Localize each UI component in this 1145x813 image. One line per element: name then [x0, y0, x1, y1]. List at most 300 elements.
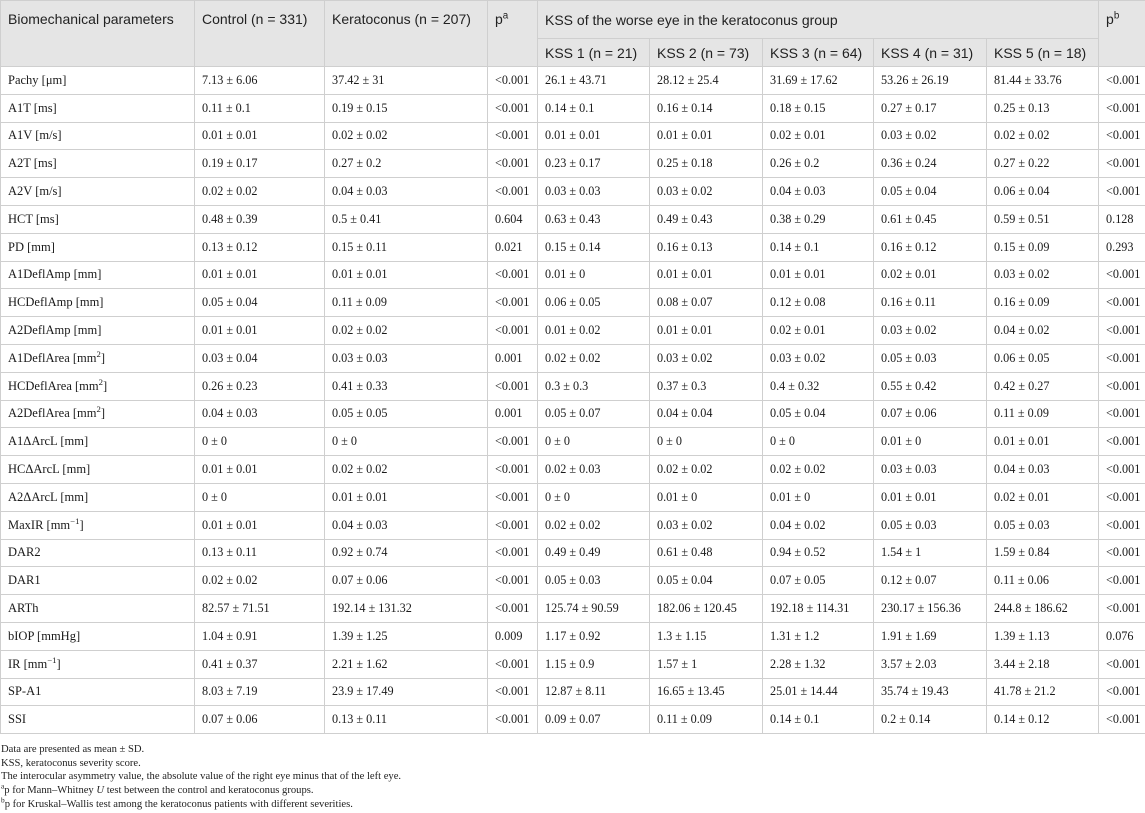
cell-k5: 0.27 ± 0.22	[987, 150, 1099, 178]
table-row	[1, 94, 1145, 122]
table-row	[1, 483, 1145, 511]
header-control	[195, 1, 325, 67]
cell-param: A1T [ms]	[1, 94, 195, 122]
cell-pb: 0.128	[1099, 205, 1145, 233]
cell-k1: 0.49 ± 0.49	[538, 539, 650, 567]
cell-kc: 0.03 ± 0.03	[325, 344, 488, 372]
cell-k3: 0.05 ± 0.04	[763, 400, 874, 428]
cell-param	[1, 400, 195, 428]
cell-k2: 0.03 ± 0.02	[650, 344, 763, 372]
param-sup: 2	[98, 376, 103, 387]
footnote-b	[1, 794, 1145, 812]
table-row	[1, 289, 1145, 317]
cell-pa: <0.001	[488, 539, 538, 567]
cell-kc: 0.13 ± 0.11	[325, 706, 488, 734]
cell-control: 0.03 ± 0.04	[195, 344, 325, 372]
cell-k1: 0.05 ± 0.03	[538, 567, 650, 595]
cell-k3: 0.07 ± 0.05	[763, 567, 874, 595]
cell-param: HCDeflAmp [mm]	[1, 289, 195, 317]
footnote-a	[1, 781, 1145, 798]
header-control-label: Control (n = 331)	[202, 11, 308, 27]
cell-k3: 0.02 ± 0.02	[763, 456, 874, 484]
cell-k4: 53.26 ± 26.19	[874, 67, 987, 95]
cell-k5: 0.02 ± 0.01	[987, 483, 1099, 511]
cell-pb: <0.001	[1099, 539, 1145, 567]
cell-pb: <0.001	[1099, 317, 1145, 345]
cell-pb: <0.001	[1099, 650, 1145, 678]
cell-k1: 0.05 ± 0.07	[538, 400, 650, 428]
cell-k1: 0 ± 0	[538, 483, 650, 511]
cell-k1: 0.02 ± 0.02	[538, 344, 650, 372]
cell-k2: 28.12 ± 25.4	[650, 67, 763, 95]
cell-k3: 0.14 ± 0.1	[763, 706, 874, 734]
cell-k5: 0.11 ± 0.06	[987, 567, 1099, 595]
cell-k4: 0.27 ± 0.17	[874, 94, 987, 122]
param-end: ]	[56, 656, 61, 671]
param-base: A1DeflArea [mm	[8, 350, 97, 365]
cell-k1: 0.02 ± 0.03	[538, 456, 650, 484]
cell-kc: 0.02 ± 0.02	[325, 317, 488, 345]
cell-k5: 0.15 ± 0.09	[987, 233, 1099, 261]
param-base: A2DeflArea [mm	[8, 406, 97, 421]
cell-param	[1, 650, 195, 678]
cell-control: 0.01 ± 0.01	[195, 317, 325, 345]
param-base: HCDeflArea [mm	[8, 378, 99, 393]
cell-pb: <0.001	[1099, 150, 1145, 178]
cell-k2: 0.02 ± 0.02	[650, 456, 763, 484]
cell-kc: 192.14 ± 131.32	[325, 595, 488, 623]
cell-k3: 0.02 ± 0.01	[763, 317, 874, 345]
footnote-line-2: KSS, keratoconus severity score.	[1, 757, 141, 769]
cell-pa: <0.001	[488, 289, 538, 317]
cell-k1: 0.02 ± 0.02	[538, 511, 650, 539]
param-end: ]	[102, 378, 108, 393]
header-kss-group-label: KSS of the worse eye in the keratoconus group	[545, 11, 838, 28]
cell-k2: 1.3 ± 1.15	[650, 622, 763, 650]
table-row	[1, 678, 1145, 706]
cell-k1: 0.09 ± 0.07	[538, 706, 650, 734]
cell-k4: 0.16 ± 0.12	[874, 233, 987, 261]
cell-pa: <0.001	[488, 650, 538, 678]
cell-k4: 0.01 ± 0.01	[874, 483, 987, 511]
cell-control: 0.13 ± 0.12	[195, 233, 325, 261]
cell-k5: 0.25 ± 0.13	[987, 94, 1099, 122]
footnote-line-1: Data are presented as mean ± SD.	[1, 744, 145, 756]
cell-k5: 1.39 ± 1.13	[987, 622, 1099, 650]
cell-k5: 1.59 ± 0.84	[987, 539, 1099, 567]
cell-k3: 0.04 ± 0.02	[763, 511, 874, 539]
cell-k3: 0.02 ± 0.01	[763, 122, 874, 150]
header-param	[1, 1, 195, 67]
table-row	[1, 372, 1145, 400]
cell-param: SSI	[1, 706, 195, 734]
param-sup: 2	[96, 404, 101, 415]
cell-k4: 3.57 ± 2.03	[874, 650, 987, 678]
cell-k4: 0.05 ± 0.03	[874, 344, 987, 372]
cell-control: 0.05 ± 0.04	[195, 289, 325, 317]
header-keratoconus-label: Keratoconus (n = 207)	[332, 11, 471, 27]
cell-param	[1, 344, 195, 372]
cell-k3: 0.26 ± 0.2	[763, 150, 874, 178]
cell-k1: 1.15 ± 0.9	[538, 650, 650, 678]
cell-k4: 0.07 ± 0.06	[874, 400, 987, 428]
cell-control: 0.26 ± 0.23	[195, 372, 325, 400]
cell-kc: 0 ± 0	[325, 428, 488, 456]
footnote-b-mark: b	[1, 794, 5, 804]
cell-k4: 0.03 ± 0.02	[874, 317, 987, 345]
param-end: ]	[79, 517, 84, 532]
cell-param	[1, 372, 195, 400]
cell-control: 0.19 ± 0.17	[195, 150, 325, 178]
table-row	[1, 122, 1145, 150]
cell-kc: 0.01 ± 0.01	[325, 261, 488, 289]
cell-k5: 41.78 ± 21.2	[987, 678, 1099, 706]
table-row	[1, 150, 1145, 178]
cell-pa: <0.001	[488, 456, 538, 484]
cell-pa: 0.604	[488, 205, 538, 233]
cell-k1: 0.15 ± 0.14	[538, 233, 650, 261]
table-row	[1, 539, 1145, 567]
cell-pb: <0.001	[1099, 178, 1145, 206]
param-base: IR [mm	[8, 656, 48, 671]
cell-k4: 0.36 ± 0.24	[874, 150, 987, 178]
cell-control: 0.01 ± 0.01	[195, 122, 325, 150]
cell-k5: 0.02 ± 0.02	[987, 122, 1099, 150]
cell-k4: 0.03 ± 0.02	[874, 122, 987, 150]
cell-control: 0.02 ± 0.02	[195, 178, 325, 206]
cell-k1: 0.01 ± 0.02	[538, 317, 650, 345]
cell-k1: 26.1 ± 43.71	[538, 67, 650, 95]
cell-kc: 23.9 ± 17.49	[325, 678, 488, 706]
cell-control: 0.48 ± 0.39	[195, 205, 325, 233]
cell-k4: 0.02 ± 0.01	[874, 261, 987, 289]
cell-param: A2DeflAmp [mm]	[1, 317, 195, 345]
cell-param: bIOP [mmHg]	[1, 622, 195, 650]
footnote-a-mark: a	[1, 781, 5, 791]
cell-k5: 0.14 ± 0.12	[987, 706, 1099, 734]
cell-pb: <0.001	[1099, 706, 1145, 734]
cell-pa: <0.001	[488, 483, 538, 511]
cell-param: PD [mm]	[1, 233, 195, 261]
cell-control: 0.02 ± 0.02	[195, 567, 325, 595]
cell-param: ARTh	[1, 595, 195, 623]
cell-k2: 0.25 ± 0.18	[650, 150, 763, 178]
cell-kc: 0.04 ± 0.03	[325, 511, 488, 539]
cell-k1: 0.06 ± 0.05	[538, 289, 650, 317]
cell-k5: 0.59 ± 0.51	[987, 205, 1099, 233]
cell-k5: 0.01 ± 0.01	[987, 428, 1099, 456]
cell-control: 0 ± 0	[195, 483, 325, 511]
cell-pa: <0.001	[488, 511, 538, 539]
cell-control: 0.41 ± 0.37	[195, 650, 325, 678]
cell-k1: 0.01 ± 0	[538, 261, 650, 289]
cell-k3: 0.01 ± 0.01	[763, 261, 874, 289]
cell-k3: 0.04 ± 0.03	[763, 178, 874, 206]
cell-param: HCT [ms]	[1, 205, 195, 233]
cell-k3: 0.4 ± 0.32	[763, 372, 874, 400]
cell-pb: <0.001	[1099, 400, 1145, 428]
cell-kc: 0.5 ± 0.41	[325, 205, 488, 233]
table-row	[1, 511, 1145, 539]
cell-k2: 182.06 ± 120.45	[650, 595, 763, 623]
table-row	[1, 178, 1145, 206]
cell-kc: 0.41 ± 0.33	[325, 372, 488, 400]
cell-k2: 0.01 ± 0.01	[650, 122, 763, 150]
cell-pb: <0.001	[1099, 261, 1145, 289]
cell-k5: 0.06 ± 0.05	[987, 344, 1099, 372]
cell-control: 1.04 ± 0.91	[195, 622, 325, 650]
cell-pb: <0.001	[1099, 94, 1145, 122]
cell-pb: <0.001	[1099, 511, 1145, 539]
cell-k3: 0.14 ± 0.1	[763, 233, 874, 261]
cell-k2: 0.01 ± 0	[650, 483, 763, 511]
cell-kc: 0.07 ± 0.06	[325, 567, 488, 595]
cell-pb: <0.001	[1099, 344, 1145, 372]
cell-k5: 0.16 ± 0.09	[987, 289, 1099, 317]
cell-kc: 0.27 ± 0.2	[325, 150, 488, 178]
cell-pa: <0.001	[488, 567, 538, 595]
header-keratoconus	[325, 1, 488, 67]
cell-k1: 0.23 ± 0.17	[538, 150, 650, 178]
cell-k2: 0.16 ± 0.13	[650, 233, 763, 261]
table-row	[1, 400, 1145, 428]
cell-control: 0.01 ± 0.01	[195, 261, 325, 289]
cell-k5: 0.42 ± 0.27	[987, 372, 1099, 400]
header-pa-sup: a	[502, 10, 509, 22]
cell-kc: 0.05 ± 0.05	[325, 400, 488, 428]
cell-control: 82.57 ± 71.51	[195, 595, 325, 623]
cell-control: 0.01 ± 0.01	[195, 511, 325, 539]
cell-k3: 0.03 ± 0.02	[763, 344, 874, 372]
cell-kc: 0.04 ± 0.03	[325, 178, 488, 206]
cell-k3: 0.18 ± 0.15	[763, 94, 874, 122]
cell-pa: <0.001	[488, 94, 538, 122]
cell-k3: 2.28 ± 1.32	[763, 650, 874, 678]
cell-kc: 0.02 ± 0.02	[325, 122, 488, 150]
cell-k2: 1.57 ± 1	[650, 650, 763, 678]
cell-pa: 0.021	[488, 233, 538, 261]
cell-param: A1DeflAmp [mm]	[1, 261, 195, 289]
cell-k4: 1.91 ± 1.69	[874, 622, 987, 650]
cell-pa: <0.001	[488, 317, 538, 345]
cell-kc: 2.21 ± 1.62	[325, 650, 488, 678]
cell-control: 8.03 ± 7.19	[195, 678, 325, 706]
header-pa	[488, 1, 538, 67]
cell-param: A1ΔArcL [mm]	[1, 428, 195, 456]
header-kss-2: KSS 2 (n = 73)	[650, 39, 763, 67]
header-pb-base: p	[1106, 11, 1114, 27]
cell-pa: <0.001	[488, 678, 538, 706]
header-kss-3: KSS 3 (n = 64)	[763, 39, 874, 67]
cell-k2: 0.08 ± 0.07	[650, 289, 763, 317]
cell-pa: 0.001	[488, 400, 538, 428]
table-row	[1, 344, 1145, 372]
footnotes	[0, 734, 1145, 811]
table-row	[1, 706, 1145, 734]
cell-k3: 192.18 ± 114.31	[763, 595, 874, 623]
cell-k5: 0.03 ± 0.02	[987, 261, 1099, 289]
cell-k2: 0.04 ± 0.04	[650, 400, 763, 428]
cell-k2: 0.01 ± 0.01	[650, 317, 763, 345]
table-row	[1, 456, 1145, 484]
cell-pb: <0.001	[1099, 122, 1145, 150]
table-row	[1, 67, 1145, 95]
cell-k3: 0.38 ± 0.29	[763, 205, 874, 233]
cell-k2: 0.49 ± 0.43	[650, 205, 763, 233]
cell-k4: 0.16 ± 0.11	[874, 289, 987, 317]
cell-pa: <0.001	[488, 150, 538, 178]
cell-k4: 0.12 ± 0.07	[874, 567, 987, 595]
cell-param: DAR1	[1, 567, 195, 595]
cell-k2: 0.11 ± 0.09	[650, 706, 763, 734]
cell-k2: 0.05 ± 0.04	[650, 567, 763, 595]
cell-kc: 0.11 ± 0.09	[325, 289, 488, 317]
cell-k1: 0.01 ± 0.01	[538, 122, 650, 150]
table-row	[1, 428, 1145, 456]
cell-pb: 0.076	[1099, 622, 1145, 650]
param-sup: 2	[96, 348, 101, 359]
cell-k2: 0.03 ± 0.02	[650, 178, 763, 206]
header-pa-base: p	[495, 11, 503, 27]
cell-k5: 0.06 ± 0.04	[987, 178, 1099, 206]
cell-pa: <0.001	[488, 428, 538, 456]
table-row	[1, 595, 1145, 623]
cell-pb: <0.001	[1099, 595, 1145, 623]
footnote-a-u: U	[96, 784, 105, 796]
cell-k1: 1.17 ± 0.92	[538, 622, 650, 650]
cell-k4: 0.55 ± 0.42	[874, 372, 987, 400]
cell-k2: 0.01 ± 0.01	[650, 261, 763, 289]
cell-pa: <0.001	[488, 178, 538, 206]
cell-kc: 37.42 ± 31	[325, 67, 488, 95]
cell-k2: 16.65 ± 13.45	[650, 678, 763, 706]
cell-kc: 0.01 ± 0.01	[325, 483, 488, 511]
cell-pb: <0.001	[1099, 67, 1145, 95]
cell-control: 0.01 ± 0.01	[195, 456, 325, 484]
cell-pb: 0.293	[1099, 233, 1145, 261]
cell-k4: 0.05 ± 0.04	[874, 178, 987, 206]
table-body	[1, 67, 1145, 734]
footnote-a-post: test between the control and keratoconus groups.	[104, 784, 314, 796]
cell-param: A2T [ms]	[1, 150, 195, 178]
cell-k4: 1.54 ± 1	[874, 539, 987, 567]
cell-param: A2V [m/s]	[1, 178, 195, 206]
header-param-label: Biomechanical parameters	[8, 11, 174, 27]
cell-kc: 0.02 ± 0.02	[325, 456, 488, 484]
cell-param: Pachy [μm]	[1, 67, 195, 95]
footnote-line-3: The interocular asymmetry value, the absolute value of the right eye minus that of the left eye.	[1, 771, 402, 783]
cell-k2: 0 ± 0	[650, 428, 763, 456]
cell-pa: <0.001	[488, 67, 538, 95]
header-kss-1: KSS 1 (n = 21)	[538, 39, 650, 67]
cell-k3: 0 ± 0	[763, 428, 874, 456]
cell-control: 0.04 ± 0.03	[195, 400, 325, 428]
cell-k4: 35.74 ± 19.43	[874, 678, 987, 706]
cell-k5: 0.04 ± 0.02	[987, 317, 1099, 345]
cell-control: 0 ± 0	[195, 428, 325, 456]
cell-param: SP-A1	[1, 678, 195, 706]
cell-k1: 0.3 ± 0.3	[538, 372, 650, 400]
cell-pa: <0.001	[488, 122, 538, 150]
table-row	[1, 650, 1145, 678]
cell-k4: 0.01 ± 0	[874, 428, 987, 456]
table-row	[1, 205, 1145, 233]
header-kss-4: KSS 4 (n = 31)	[874, 39, 987, 67]
cell-kc: 0.19 ± 0.15	[325, 94, 488, 122]
footnote-a-pre: p for Mann–Whitney	[4, 784, 97, 796]
cell-control: 0.11 ± 0.1	[195, 94, 325, 122]
cell-pa: 0.009	[488, 622, 538, 650]
header-kss-group	[538, 1, 1099, 39]
cell-k5: 244.8 ± 186.62	[987, 595, 1099, 623]
cell-k3: 31.69 ± 17.62	[763, 67, 874, 95]
param-end: ]	[100, 350, 106, 365]
cell-k2: 0.61 ± 0.48	[650, 539, 763, 567]
table-header	[1, 1, 1145, 67]
table-row	[1, 233, 1145, 261]
param-sup: −1	[70, 515, 80, 526]
table-row	[1, 567, 1145, 595]
table-row	[1, 317, 1145, 345]
param-base: MaxIR [mm	[8, 517, 71, 532]
cell-control: 0.07 ± 0.06	[195, 706, 325, 734]
cell-pa: <0.001	[488, 372, 538, 400]
header-pb	[1099, 1, 1145, 67]
cell-kc: 0.92 ± 0.74	[325, 539, 488, 567]
cell-pa: <0.001	[488, 261, 538, 289]
cell-pb: <0.001	[1099, 372, 1145, 400]
param-sup: −1	[47, 654, 57, 665]
cell-pb: <0.001	[1099, 483, 1145, 511]
cell-pa: <0.001	[488, 595, 538, 623]
cell-k2: 0.03 ± 0.02	[650, 511, 763, 539]
cell-pb: <0.001	[1099, 456, 1145, 484]
cell-k4: 0.05 ± 0.03	[874, 511, 987, 539]
cell-control: 0.13 ± 0.11	[195, 539, 325, 567]
table-row	[1, 622, 1145, 650]
cell-k3: 25.01 ± 14.44	[763, 678, 874, 706]
cell-k5: 3.44 ± 2.18	[987, 650, 1099, 678]
cell-k2: 0.37 ± 0.3	[650, 372, 763, 400]
param-end: ]	[100, 406, 106, 421]
cell-k4: 0.2 ± 0.14	[874, 706, 987, 734]
footnote-b-text: p for Kruskal–Wallis test among the keratoconus patients with different severities.	[4, 798, 353, 810]
cell-k4: 230.17 ± 156.36	[874, 595, 987, 623]
cell-k5: 81.44 ± 33.76	[987, 67, 1099, 95]
cell-pa: 0.001	[488, 344, 538, 372]
cell-pb: <0.001	[1099, 428, 1145, 456]
cell-pa: <0.001	[488, 706, 538, 734]
cell-kc: 0.15 ± 0.11	[325, 233, 488, 261]
cell-k1: 12.87 ± 8.11	[538, 678, 650, 706]
cell-param: HCΔArcL [mm]	[1, 456, 195, 484]
cell-pb: <0.001	[1099, 289, 1145, 317]
cell-param: A2ΔArcL [mm]	[1, 483, 195, 511]
cell-k5: 0.04 ± 0.03	[987, 456, 1099, 484]
cell-k1: 125.74 ± 90.59	[538, 595, 650, 623]
cell-k3: 0.01 ± 0	[763, 483, 874, 511]
cell-control: 7.13 ± 6.06	[195, 67, 325, 95]
header-kss-5: KSS 5 (n = 18)	[987, 39, 1099, 67]
cell-k4: 0.03 ± 0.03	[874, 456, 987, 484]
cell-param	[1, 511, 195, 539]
cell-k1: 0.03 ± 0.03	[538, 178, 650, 206]
cell-pb: <0.001	[1099, 567, 1145, 595]
cell-pb: <0.001	[1099, 678, 1145, 706]
cell-k2: 0.16 ± 0.14	[650, 94, 763, 122]
cell-k1: 0.14 ± 0.1	[538, 94, 650, 122]
cell-k3: 0.12 ± 0.08	[763, 289, 874, 317]
